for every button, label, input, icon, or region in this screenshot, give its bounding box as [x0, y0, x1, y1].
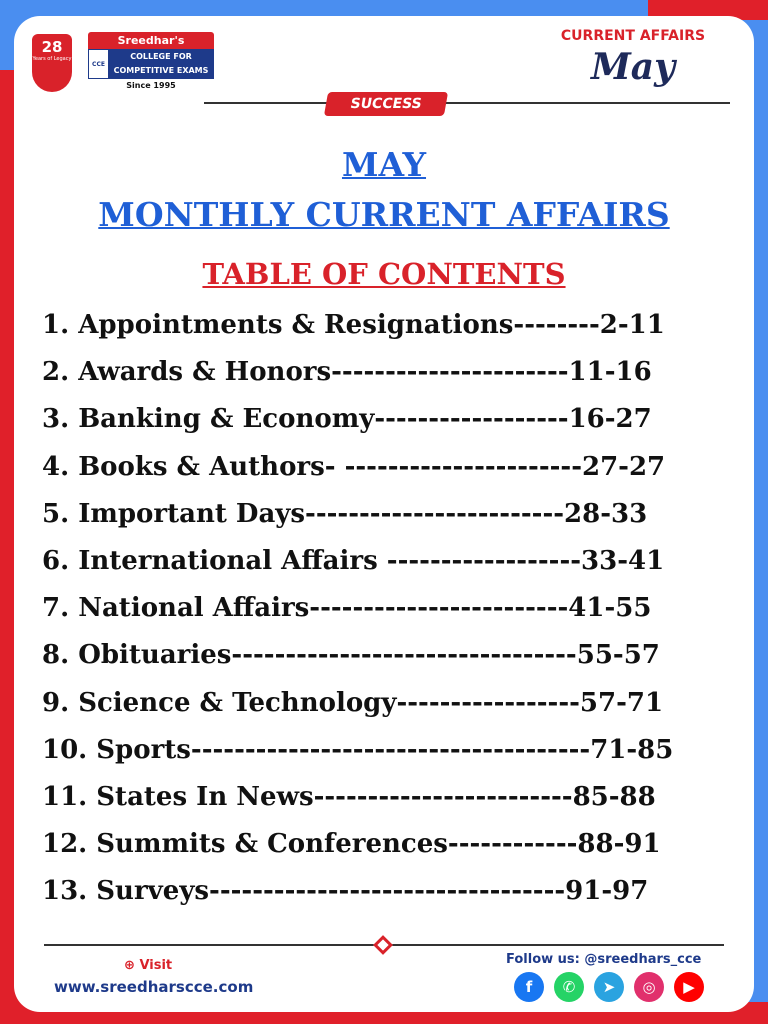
visit-label — [124, 958, 172, 973]
logo-since: Since 1995 — [126, 81, 176, 90]
toc-item: 4. Books & Authors- ----------------------27-27 — [42, 451, 666, 482]
header-right — [538, 28, 728, 88]
whatsapp-icon[interactable]: ✆ — [554, 972, 584, 1002]
website-link[interactable]: www.sreedharscce.com — [54, 978, 254, 996]
logo-line-2: COMPETITIVE EXAMS — [113, 66, 209, 75]
success-tag: SUCCESS — [324, 92, 448, 116]
legacy-badge-text: Years of Legacy — [32, 56, 72, 62]
title-main: MONTHLY CURRENT AFFAIRS — [98, 195, 670, 234]
toc-item: 1. Appointments & Resignations--------2-11 — [42, 310, 665, 340]
toc-item: 2. Awards & Honors----------------------11-16 — [42, 357, 652, 388]
toc-item: 11. States In News------------------------85-88 — [42, 782, 656, 813]
telegram-icon[interactable]: ➤ — [594, 972, 624, 1002]
legacy-badge-number: 28 — [41, 38, 63, 56]
toc-item: 10. Sports-------------------------------------71-85 — [42, 734, 674, 765]
toc-item: 13. Surveys---------------------------------91-97 — [42, 876, 649, 907]
toc-item: 6. International Affairs ------------------33-41 — [42, 546, 665, 577]
page-card — [14, 16, 754, 1012]
legacy-badge — [32, 34, 72, 92]
title-month: MAY — [341, 145, 427, 184]
toc-item: 7. National Affairs------------------------41-55 — [42, 593, 652, 624]
toc-item: 5. Important Days------------------------28-33 — [42, 498, 648, 529]
globe-icon: ⊕ — [124, 958, 135, 973]
toc-item: 12. Summits & Conferences------------88-91 — [42, 829, 661, 860]
logo-title: Sreedhar's — [88, 32, 214, 49]
diamond-icon — [373, 935, 393, 955]
logo-cce-mark: CCE — [89, 50, 109, 78]
logo-subtitle — [88, 49, 214, 79]
section-label: CURRENT AFFAIRS — [560, 28, 706, 44]
toc-item: 8. Obituaries--------------------------------55-57 — [42, 640, 660, 671]
follow-us: Follow us: @sreedhars_cce — [506, 952, 702, 967]
title-toc: TABLE OF CONTENTS — [202, 257, 566, 291]
instagram-icon[interactable]: ◎ — [634, 972, 664, 1002]
college-logo — [88, 32, 214, 92]
facebook-icon[interactable]: f — [514, 972, 544, 1002]
youtube-icon[interactable]: ▶ — [674, 972, 704, 1002]
visit-text: Visit — [139, 958, 173, 973]
toc-item: 3. Banking & Economy------------------16-27 — [42, 404, 652, 435]
logo-lines — [109, 50, 213, 78]
logo-line-1: COLLEGE FOR — [130, 52, 192, 61]
header-divider — [204, 102, 730, 104]
toc-item: 9. Science & Technology-----------------57-71 — [42, 687, 664, 718]
title-block — [14, 144, 754, 294]
month-script: May — [590, 46, 676, 88]
social-icons — [514, 972, 704, 1002]
table-of-contents — [42, 302, 732, 916]
